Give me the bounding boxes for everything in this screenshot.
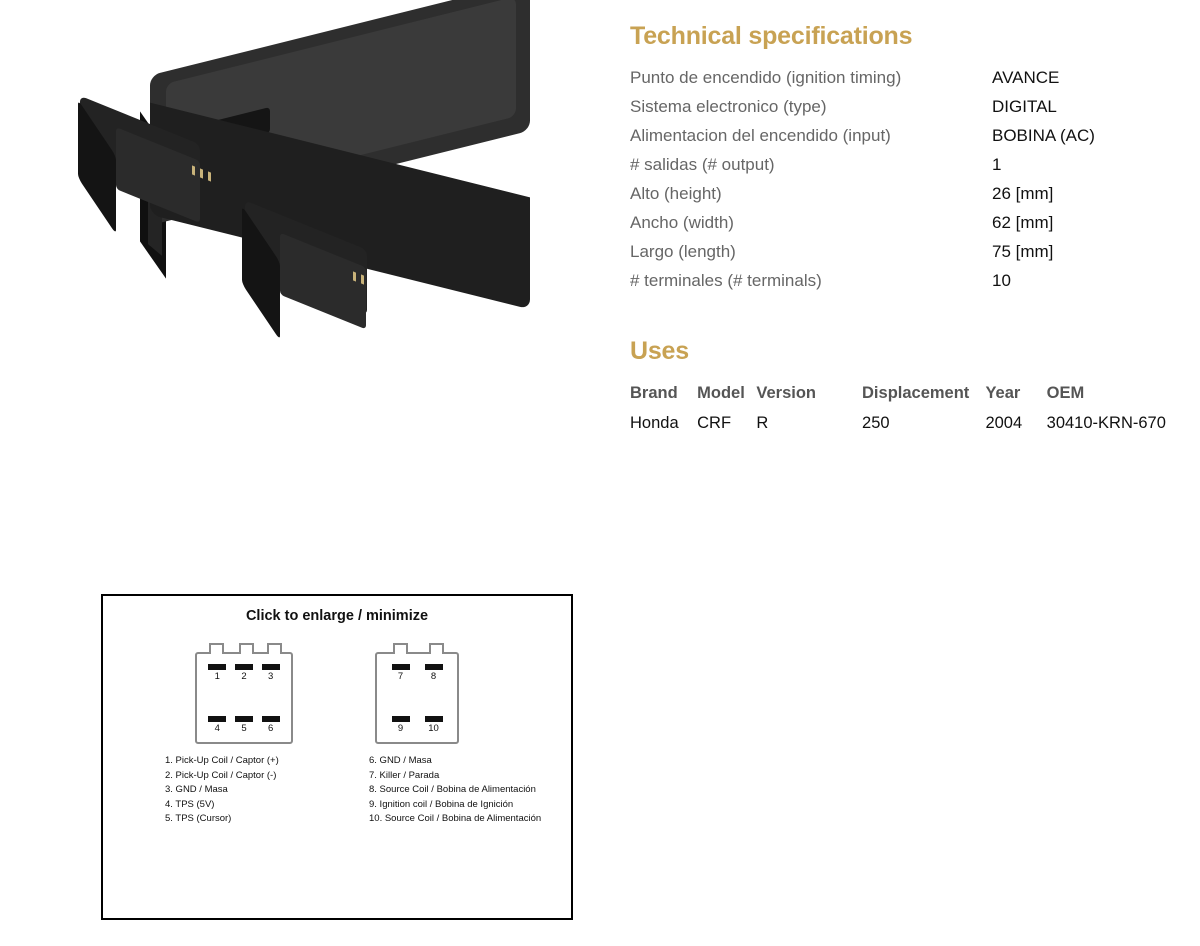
- spec-row: [630, 121, 1175, 150]
- spec-value: DIGITAL: [992, 97, 1057, 116]
- pin-number: 5: [241, 723, 247, 734]
- connector-tab: [429, 643, 444, 654]
- connector-a-pin: [192, 165, 195, 175]
- connector-a-pin: [208, 171, 211, 181]
- spec-value: 10: [992, 271, 1011, 290]
- spec-row: [630, 208, 1175, 237]
- spec-label: Largo (length): [630, 242, 736, 261]
- spec-label: Sistema electronico (type): [630, 97, 827, 116]
- connector-a-pin: [200, 168, 203, 178]
- legend-item: 1. Pick-Up Coil / Captor (+): [165, 755, 279, 766]
- pin-number: 7: [397, 671, 404, 682]
- cell-model: CRF: [697, 414, 732, 432]
- legend-item: 10. Source Coil / Bobina de Alimentación: [369, 813, 542, 824]
- legend-item: 6. GND / Masa: [369, 755, 432, 766]
- legend-item: 8. Source Coil / Bobina de Alimentación: [369, 784, 536, 795]
- pin-slot-icon: [392, 664, 410, 670]
- specifications-panel: [630, 22, 1175, 438]
- uses-title: Uses: [630, 337, 689, 365]
- connector-diagrams: [103, 642, 571, 754]
- legend-item: 9. Ignition coil / Bobina de Ignición: [369, 798, 514, 810]
- cell-oem: 30410-KRN-670: [1046, 414, 1166, 432]
- spec-label: # terminales (# terminals): [630, 271, 822, 290]
- legend-item: 7. Killer / Parada: [369, 769, 440, 781]
- pin-slot-icon: [425, 716, 443, 722]
- connector-left-diagram: [195, 652, 293, 744]
- column-header-displacement: Displacement: [862, 384, 970, 402]
- cell-displacement: 250: [862, 414, 890, 432]
- legend-item: 4. TPS (5V): [165, 798, 215, 810]
- pin-slot-icon: [208, 716, 226, 722]
- pin-slot: [390, 716, 412, 734]
- column-header-year: Year: [985, 384, 1021, 402]
- pinout-title[interactable]: Click to enlarge / minimize: [245, 608, 429, 624]
- pinout-diagram-box[interactable]: [101, 594, 573, 920]
- spec-label: Punto de encendido (ignition timing): [630, 68, 902, 87]
- pin-slot: [423, 664, 445, 682]
- product-image: [0, 0, 610, 470]
- column-header-version: Version: [756, 384, 816, 402]
- pin-slot-icon: [425, 664, 443, 670]
- spec-label: Ancho (width): [630, 213, 734, 232]
- spec-value: BOBINA (AC): [992, 126, 1095, 145]
- spec-label: Alimentacion del encendido (input): [630, 126, 891, 145]
- spec-value: AVANCE: [992, 68, 1060, 87]
- spec-row: [630, 266, 1175, 295]
- pin-slot: [233, 664, 255, 682]
- connector-tab: [239, 643, 254, 654]
- connector-tab: [209, 643, 224, 654]
- cell-brand: Honda: [630, 414, 679, 432]
- pin-slot-icon: [208, 664, 226, 670]
- pin-slot: [233, 716, 255, 734]
- pin-slot: [260, 664, 282, 682]
- pin-number: 9: [397, 723, 404, 734]
- pin-number: 8: [430, 671, 437, 682]
- pin-number: 4: [214, 723, 220, 734]
- spec-label: Alto (height): [630, 184, 722, 203]
- pin-slot-icon: [392, 716, 410, 722]
- pin-slot: [260, 716, 282, 734]
- spec-row: [630, 63, 1175, 92]
- legend-column-right: [369, 754, 541, 827]
- pin-slot-icon: [235, 664, 253, 670]
- pin-slot: [206, 664, 228, 682]
- legend-column-left: [165, 754, 365, 827]
- pinout-legend: [103, 754, 571, 827]
- spec-value: 62 [mm]: [992, 213, 1054, 232]
- legend-item: 2. Pick-Up Coil / Captor (-): [165, 769, 277, 781]
- pin-slot: [390, 664, 412, 682]
- pin-number: 3: [267, 671, 274, 682]
- spec-row: [630, 237, 1175, 266]
- legend-item: 5. TPS (Cursor): [165, 813, 232, 824]
- column-header-brand: Brand: [630, 384, 678, 402]
- spec-value: 1: [992, 155, 1002, 174]
- uses-table-header: [630, 378, 1175, 408]
- pin-slot: [423, 716, 445, 734]
- column-header-model: Model: [697, 384, 745, 402]
- pin-slot: [206, 716, 228, 734]
- cell-version: R: [756, 414, 769, 432]
- connector-right-diagram: [375, 652, 459, 744]
- spec-value: 75 [mm]: [992, 242, 1054, 261]
- legend-item: 3. GND / Masa: [165, 784, 228, 795]
- table-row: [630, 408, 1175, 438]
- spec-label: # salidas (# output): [630, 155, 775, 174]
- connector-b-pin: [353, 271, 356, 281]
- connector-tab: [393, 643, 408, 654]
- spec-row: [630, 92, 1175, 121]
- column-header-oem: OEM: [1046, 384, 1085, 402]
- spec-row: [630, 179, 1175, 208]
- cell-year: 2004: [985, 414, 1023, 432]
- pin-slot-icon: [262, 664, 280, 670]
- connector-b-pin: [361, 274, 364, 284]
- connector-tab: [267, 643, 282, 654]
- pin-number: 1: [214, 671, 220, 682]
- pin-number: 2: [241, 671, 247, 682]
- pin-slot-icon: [262, 716, 280, 722]
- page-title: Technical specifications: [630, 22, 913, 50]
- pin-slot-icon: [235, 716, 253, 722]
- pin-number: 6: [267, 723, 274, 734]
- spec-value: 26 [mm]: [992, 184, 1054, 203]
- pin-number: 10: [428, 723, 439, 734]
- cdi-unit-illustration: [70, 20, 600, 440]
- spec-row: [630, 150, 1175, 179]
